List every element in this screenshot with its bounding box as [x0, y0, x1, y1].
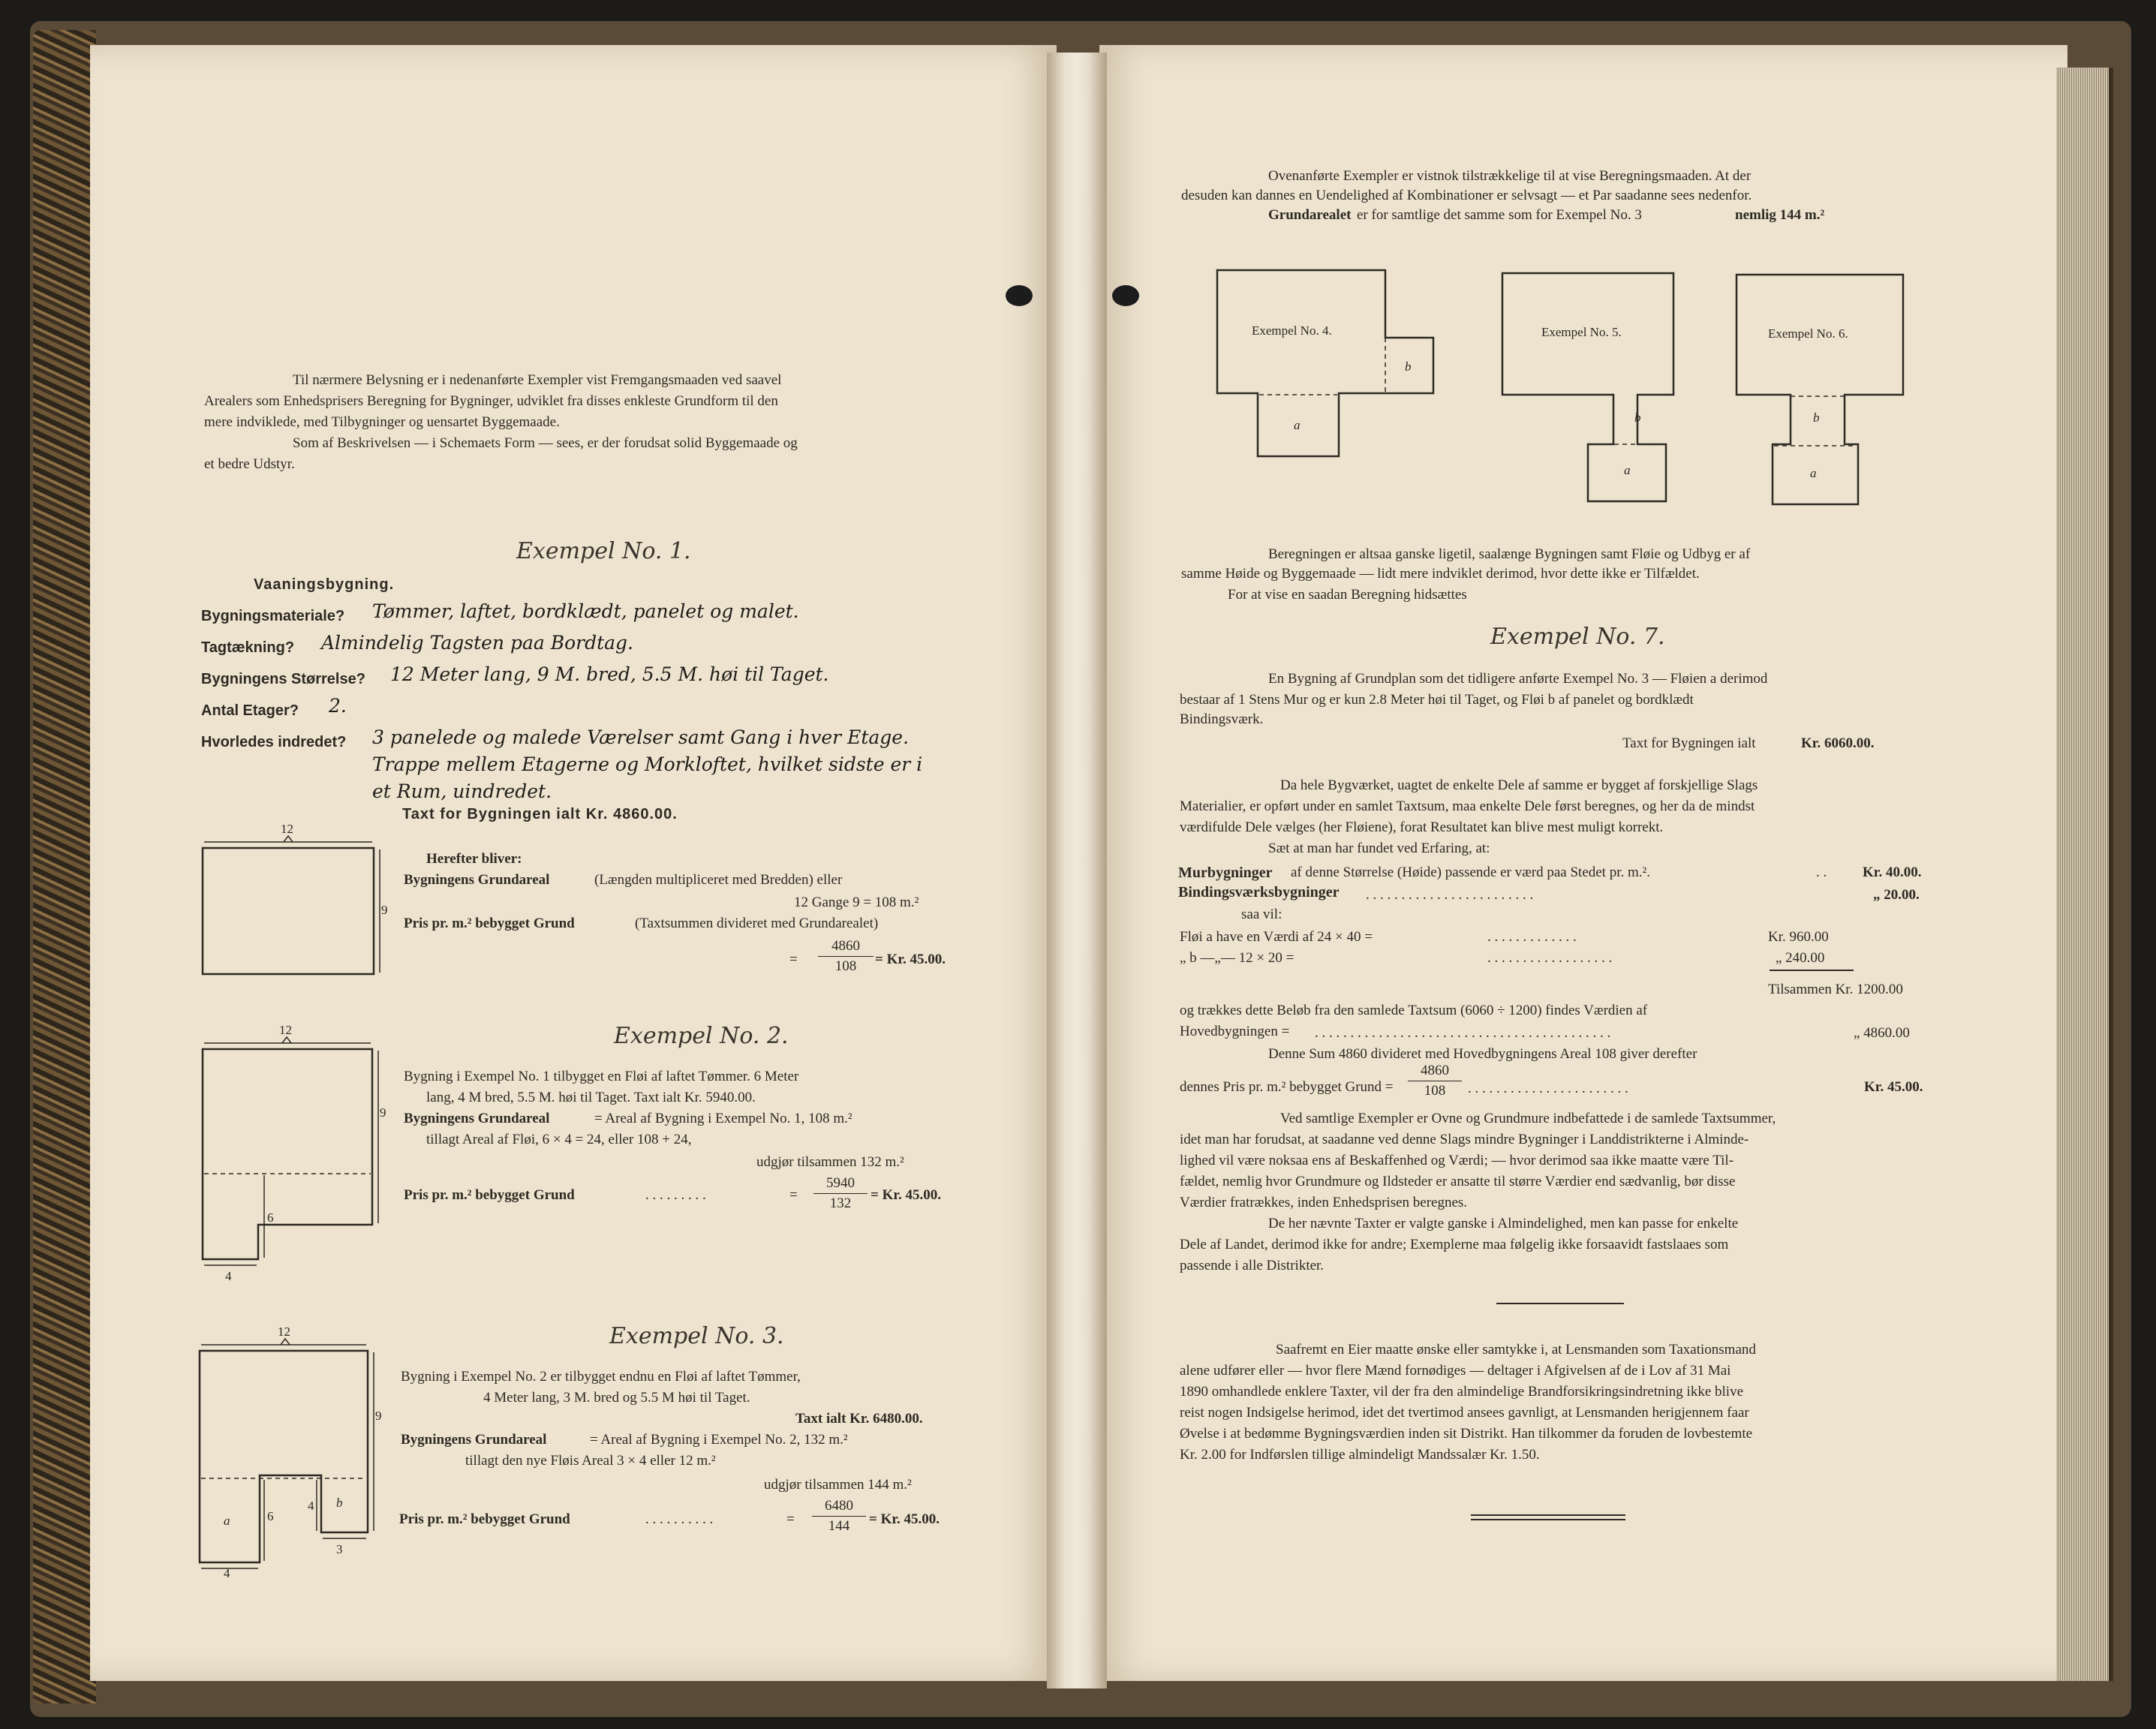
ex1-row-label-5: Hvorledes indredet? — [201, 734, 347, 750]
ex2-frac-den: 132 — [829, 1195, 852, 1211]
ex1-areal-label: Bygningens Grundareal — [404, 872, 550, 888]
ex3-dim-6: 6 — [267, 1509, 274, 1523]
plan-6-b: b — [1813, 410, 1820, 425]
ex2-line-1: Bygning i Exempel No. 1 tilbygget en Fløi af laftet Tømmer. 6 Meter — [404, 1069, 799, 1084]
para4-line-4: reist nogen Indsigelse herimod, idet det tvertimod ansees gavnligt, at Lensmanden herigjennem faar — [1180, 1405, 1749, 1421]
ex3-line-2: 4 Meter lang, 3 M. bred og 5.5 M høi til Taget. — [483, 1390, 750, 1406]
ex7-hoved-value: „ 4860.00 — [1854, 1025, 1910, 1041]
ex3-b: b — [336, 1496, 343, 1510]
ex2-dim-wing: 6 — [267, 1210, 274, 1225]
para3-line-8: passende i alle Distrikter. — [1180, 1258, 1325, 1273]
ex2-dim-top: 12 — [279, 1023, 292, 1037]
ex1-cont-1: Trappe mellem Etagerne og Morkloftet, hvilket sidste er i — [372, 753, 923, 775]
ex7-taxt-text: Taxt for Bygningen ialt — [1622, 735, 1756, 751]
plan-ex6 — [1737, 275, 1903, 504]
plan-ex1 — [203, 822, 388, 974]
ex7-floi-b: „ b —„— 12 × 20 = — [1180, 950, 1295, 966]
ex3-pris-label: Pris pr. m.² bebygget Grund — [399, 1511, 570, 1527]
ex7-mur-value: Kr. 40.00. — [1863, 864, 1922, 880]
ex2-dots: . . . . . . . . . — [645, 1187, 706, 1203]
ex1-eq: = — [789, 952, 798, 967]
ex3-frac-num: 6480 — [812, 1496, 866, 1517]
ex1-dim-top-line — [204, 836, 372, 842]
plan-6-label: Exempel No. 6. — [1768, 326, 1848, 341]
ex2-dim-top-line — [204, 1037, 371, 1043]
left-intro-line-1: Til nærmere Belysning er i nedenanførte Exempler vist Fremgangsmaaden ved saavel — [293, 372, 782, 388]
plan-5-label: Exempel No. 5. — [1541, 325, 1622, 339]
ex7-floi-b-dots: . . . . . . . . . . . . . . . . . . — [1487, 950, 1613, 966]
ex2-result: = Kr. 45.00. — [871, 1187, 942, 1203]
ex1-frac-den: 108 — [834, 958, 857, 974]
right-para2-line-2: samme Høide og Byggemaade — lidt mere indviklet derimod, hvor dette ikke er Tilfældet. — [1181, 566, 1700, 582]
para3-line-7: Dele af Landet, derimod ikke for andre; Exemplerne maa følgelig ikke forsaavidt fastslaaes som — [1180, 1237, 1729, 1252]
ex7-title: Exempel No. 7. — [1490, 624, 1665, 650]
ex3-dim-bottom4: 4 — [224, 1566, 230, 1580]
ex2-areal-2: tillagt Areal af Fløi, 6 × 4 = 24, eller 108 + 24, — [426, 1132, 692, 1147]
ex1-taxt: Taxt for Bygningen ialt Kr. 4860.00. — [402, 806, 678, 822]
ex7-para-3: værdifulde Dele vælges (her Fløiene), forat Resultatet kan blive mest muligt korrekt. — [1180, 819, 1664, 835]
plan-ex3 — [200, 1325, 382, 1580]
para4-line-1: Saafremt en Eier maatte ønske eller samtykke i, at Lensmanden som Taxationsmand — [1276, 1342, 1756, 1358]
ex3-areal-2: tillagt den nye Fløis Areal 3 × 4 eller 12 m.² — [465, 1453, 716, 1469]
plan-ex4 — [1217, 270, 1433, 456]
ex7-line-3: Bindingsværk. — [1180, 711, 1264, 727]
ex3-dots: . . . . . . . . . . — [645, 1511, 714, 1527]
ex7-floi-b-value: „ 240.00 — [1776, 950, 1825, 966]
para3-line-3: lighed vil være noksaa ens af Beskaffenhed og Værdi; — hvor derimod saa ikke maatte være Til- — [1180, 1153, 1734, 1168]
right-intro-line-2: desuden kan dannes en Uendelighed af Kombinationer er selvsagt — et Par saadanne sees nedenfor. — [1181, 188, 1752, 203]
ex7-mur-dots: . . — [1816, 864, 1827, 880]
para3-line-1: Ved samtlige Exempler er Ovne og Grundmure indbefattede i de samlede Taxtsummer, — [1280, 1111, 1776, 1126]
ex2-title: Exempel No. 2. — [614, 1023, 789, 1049]
ex7-pris-value: Kr. 45.00. — [1864, 1079, 1923, 1095]
ex2-frac-num: 5940 — [813, 1174, 868, 1194]
plan-4-b: b — [1405, 359, 1412, 374]
ex2-areal-text: = Areal af Bygning i Exempel No. 1, 108 m.² — [594, 1111, 852, 1126]
ex7-denne-sum: Denne Sum 4860 divideret med Hovedbygningens Areal 108 giver derefter — [1268, 1046, 1697, 1062]
ex7-bind-dots: . . . . . . . . . . . . . . . . . . . . . . . . — [1366, 887, 1534, 903]
ex3-dim-4v: 4 — [308, 1499, 314, 1513]
ex7-trakkes: og trækkes dette Beløb fra den samlede Taxtsum (6060 ÷ 1200) findes Værdien af — [1180, 1003, 1648, 1018]
left-intro-line-3: mere indviklede, med Tilbygninger og uensartet Byggemaade. — [204, 414, 560, 430]
ex7-bind-value: „ 20.00. — [1873, 887, 1920, 903]
ex1-herefter: Herefter bliver: — [426, 851, 522, 867]
ex3-dim-bottom3: 3 — [336, 1542, 343, 1556]
ex1-row-value-5: 3 panelede og malede Værelser samt Gang i hver Etage. — [372, 726, 910, 748]
ex1-pris-text: (Taxtsummen divideret med Grundarealet) — [635, 916, 879, 931]
ex7-frac-den: 108 — [1424, 1083, 1446, 1099]
plan-ex2 — [203, 1023, 386, 1283]
para3-line-2: idet man har forudsat, at saadanne ved denne Slags mindre Bygninger i Landdistrikterne i Alminde- — [1180, 1132, 1749, 1147]
ex3-frac-den: 144 — [828, 1518, 850, 1534]
ex3-areal-3: udgjør tilsammen 144 m.² — [764, 1477, 912, 1493]
ex2-pris-label: Pris pr. m.² bebygget Grund — [404, 1187, 575, 1203]
ex7-pris-text: dennes Pris pr. m.² bebygget Grund = — [1180, 1079, 1394, 1095]
right-grund-text: er for samtlige det samme som for Exempel No. 3 — [1357, 207, 1642, 223]
ex2-eq: = — [789, 1187, 798, 1203]
ex3-title: Exempel No. 3. — [609, 1323, 784, 1349]
left-intro-line-5: et bedre Udstyr. — [204, 456, 295, 472]
para3-line-6: De her nævnte Taxter er valgte ganske i Almindelighed, men kan passe for enkelte — [1268, 1216, 1739, 1231]
ex1-areal-calc: 12 Gange 9 = 108 m.² — [794, 895, 919, 910]
ex7-tilsammen: Tilsammen Kr. 1200.00 — [1768, 982, 1903, 997]
ex2-dim-bottom: 4 — [225, 1269, 232, 1283]
ex2-dim-side: 9 — [380, 1105, 386, 1120]
plan-5-a: a — [1624, 463, 1631, 477]
left-intro-line-2: Arealers som Enhedsprisers Beregning for Bygninger, udviklet fra disses enkleste Grundform til den — [204, 393, 778, 409]
ex1-areal-text: (Længden multipliceret med Bredden) eller — [594, 872, 843, 888]
right-grund-value: nemlig 144 m.² — [1735, 207, 1825, 223]
ex7-bind-label: Bindingsværksbygninger — [1178, 884, 1340, 901]
ex7-floi-a-dots: . . . . . . . . . . . . . — [1487, 929, 1577, 945]
para4-line-5: Øvelse i at bedømme Bygningsværdien inden sit Distrikt. Han tilkommer da foruden de lovbestemte — [1180, 1426, 1753, 1442]
ex1-pris-label: Pris pr. m.² bebygget Grund — [404, 916, 575, 931]
plan-ex5 — [1502, 273, 1673, 501]
ex7-saa-vil: saa vil: — [1241, 907, 1282, 922]
ex7-para-4: Sæt at man har fundet ved Erfaring, at: — [1268, 840, 1490, 856]
plan-6-a: a — [1810, 466, 1817, 480]
right-grund-label: Grundarealet — [1268, 207, 1352, 223]
ex1-cont-2: et Rum, uindredet. — [372, 780, 552, 802]
ex7-hoved: Hovedbygningen = — [1180, 1024, 1290, 1039]
plan-4-a: a — [1294, 418, 1301, 432]
ex7-frac-num: 4860 — [1408, 1061, 1462, 1081]
ex1-dim-side: 9 — [381, 903, 388, 917]
ex7-line-2: bestaar af 1 Stens Mur og er kun 2.8 Meter høi til Taget, og Fløi b af panelet og bordklædt — [1180, 692, 1694, 708]
ex7-floi-a-value: Kr. 960.00 — [1768, 929, 1829, 945]
ex7-hoved-dots: . . . . . . . . . . . . . . . . . . . . . . . . . . . . . . . . . . . . . . . . . . — [1315, 1025, 1611, 1041]
ex3-dim-side: 9 — [375, 1409, 382, 1423]
ex1-frac-num: 4860 — [818, 937, 874, 957]
ex3-line-3: Taxt ialt Kr. 6480.00. — [795, 1411, 923, 1427]
ex3-eq: = — [786, 1511, 795, 1527]
ex1-row-label-3: Bygningens Størrelse? — [201, 671, 365, 687]
plan-5-b: b — [1634, 410, 1641, 425]
ex3-a: a — [224, 1514, 230, 1528]
para3-line-5: Værdier fratrækkes, inden Enhedsprisen beregnes. — [1180, 1195, 1468, 1210]
ex1-row-label-2: Tagtækning? — [201, 639, 295, 656]
ex3-result: = Kr. 45.00. — [869, 1511, 940, 1527]
ex3-dim-top: 12 — [278, 1325, 290, 1339]
ex7-para-1: Da hele Bygværket, uagtet de enkelte Dele af samme er bygget af forskjellige Slags — [1280, 777, 1758, 793]
ex7-mur-label: Murbygninger — [1178, 864, 1273, 881]
plan-4-label: Exempel No. 4. — [1252, 323, 1332, 338]
ex3-areal-text: = Areal af Bygning i Exempel No. 2, 132 m.² — [590, 1432, 848, 1448]
ex3-areal-label: Bygningens Grundareal — [401, 1432, 547, 1448]
ex2-areal-label: Bygningens Grundareal — [404, 1111, 550, 1126]
ex7-line-1: En Bygning af Grundplan som det tidligere anførte Exempel No. 3 — Fløien a derimod — [1268, 671, 1768, 687]
para4-line-3: 1890 omhandlede enklere Taxter, vil der fra den almindelige Brandforsikringsindretning ikke blive — [1180, 1384, 1744, 1400]
ex1-row-value-3: 12 Meter lang, 9 M. bred, 5.5 M. høi til Taget. — [390, 663, 829, 685]
ex1-row-value-4: 2. — [329, 695, 347, 717]
ex7-pris-dots: . . . . . . . . . . . . . . . . . . . . . . . — [1468, 1081, 1628, 1096]
ex1-row-value-2: Almindelig Tagsten paa Bordtag. — [321, 632, 633, 654]
ex7-floi-a: Fløi a have en Værdi af 24 × 40 = — [1180, 929, 1373, 945]
left-intro-line-4: Som af Beskrivelsen — i Schemaets Form — sees, er der forudsat solid Byggemaade og — [293, 435, 798, 451]
ex1-row-value-1: Tømmer, laftet, bordklædt, panelet og malet. — [372, 600, 799, 622]
ex3-dim-top-line — [201, 1339, 366, 1345]
ex3-line-1: Bygning i Exempel No. 2 er tilbygget endnu en Fløi af laftet Tømmer, — [401, 1369, 801, 1385]
ex1-title: Exempel No. 1. — [516, 538, 691, 564]
right-intro-line-1: Ovenanførte Exempler er vistnok tilstrækkelige til at vise Beregningsmaaden. At der — [1268, 168, 1752, 184]
ex2-line-2: lang, 4 M bred, 5.5 M. høi til Taget. Taxt ialt Kr. 5940.00. — [426, 1090, 756, 1105]
ex1-row-label-4: Antal Etager? — [201, 702, 299, 719]
right-para2-line-1: Beregningen er altsaa ganske ligetil, saalænge Bygningen samt Fløie og Udbyg er af — [1268, 546, 1751, 562]
ex1-subtitle: Vaaningsbygning. — [254, 576, 395, 593]
ex1-row-label-1: Bygningsmateriale? — [201, 608, 345, 624]
para4-line-2: alene udfører eller — hvor flere Mænd fornødiges — deltager i Afgivelsen af de i Lov af 31 Mai — [1180, 1363, 1731, 1379]
ex7-mur-text: af denne Størrelse (Høide) passende er værd paa Stedet pr. m.². — [1291, 864, 1650, 880]
right-para2-line-3: For at vise en saadan Beregning hidsættes — [1228, 587, 1467, 603]
para4-line-6: Kr. 2.00 for Indførslen tillige almindeligt Mandssalær Kr. 1.50. — [1180, 1447, 1540, 1463]
para3-line-4: fældet, nemlig hvor Grundmure og Ildsteder er ansatte til større Værdier end sædvanlig, bør disse — [1180, 1174, 1736, 1189]
ex7-para-2: Materialier, er opført under en samlet Taxtsum, maa enkelte Dele først beregnes, og her da de mindst — [1180, 798, 1755, 814]
ex1-dim-top: 12 — [281, 822, 293, 836]
ex7-taxt-value: Kr. 6060.00. — [1801, 735, 1875, 751]
ex1-result: = Kr. 45.00. — [875, 952, 946, 967]
ex2-areal-3: udgjør tilsammen 132 m.² — [756, 1154, 904, 1170]
